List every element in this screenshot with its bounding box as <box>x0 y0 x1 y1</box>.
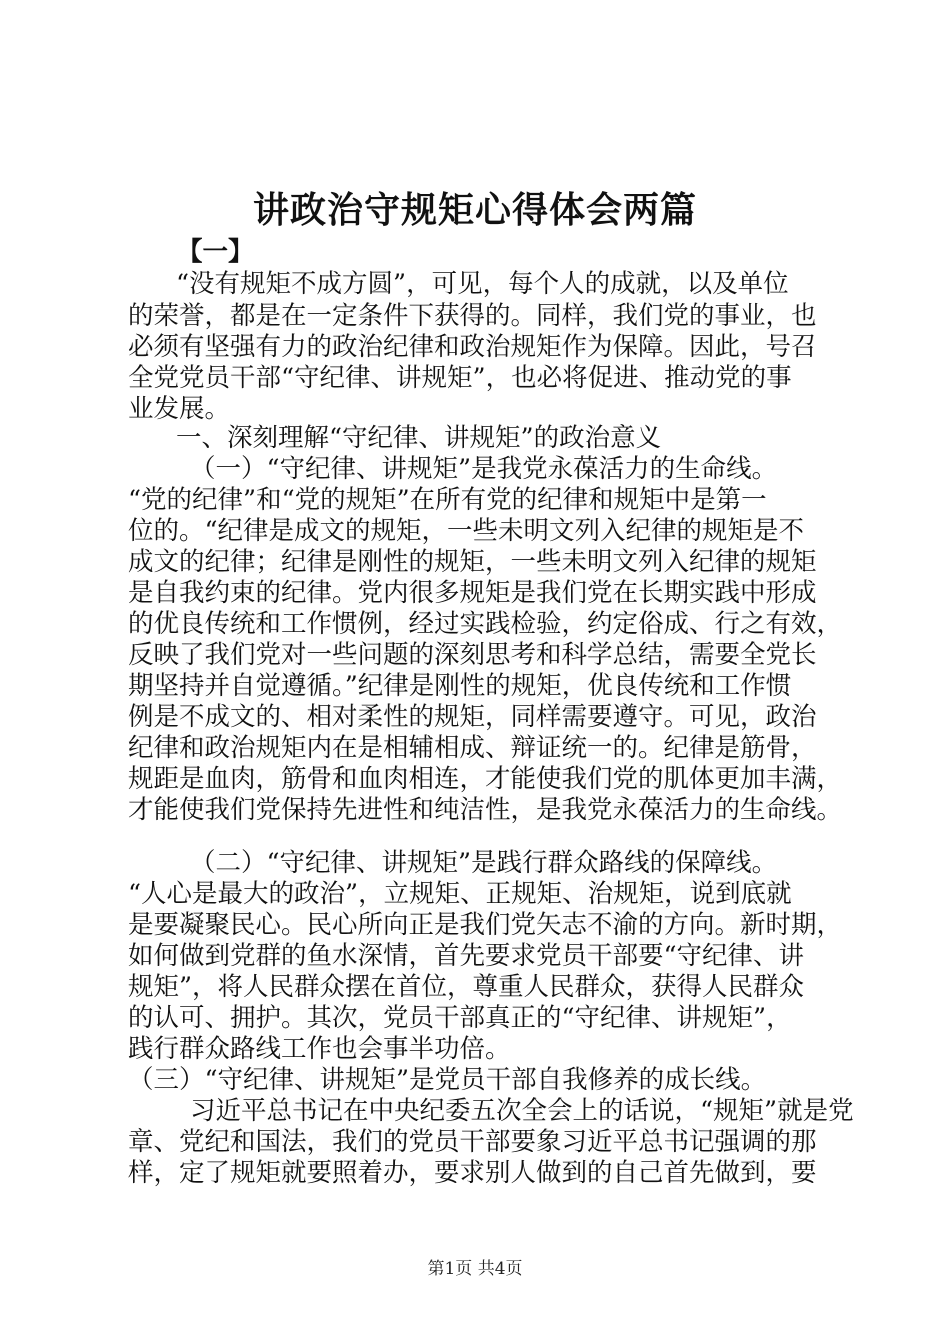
subsection-heading: 习近平总书记在中央纪委五次全会上的话说，“规矩”就是党 <box>190 1096 854 1126</box>
subsection-heading: （二）“守纪律、讲规矩”是践行群众路线的保障线。 <box>190 848 778 878</box>
text-line: 全党党员干部“守纪律、讲规矩”，也必将促进、推动党的事 <box>128 363 792 393</box>
text-line: 的认可、拥护。其次，党员干部真正的“守纪律、讲规矩”， <box>128 1003 792 1033</box>
section-marker: 【一】 <box>177 237 254 267</box>
text-line: 样，定了规矩就要照着办，要求别人做到的自己首先做到，要 <box>128 1158 817 1188</box>
page-number-footer: 第1页 共4页 <box>427 1259 523 1279</box>
text-line: “人心是最大的政治”，立规矩、正规矩、治规矩，说到底就 <box>128 879 792 909</box>
text-line: 业发展。 <box>128 394 231 424</box>
text-line: 期坚持并自觉遵循。”纪律是刚性的规矩，优良传统和工作惯 <box>128 671 792 701</box>
subsection-heading: （一）“守纪律、讲规矩”是我党永葆活力的生命线。 <box>190 454 778 484</box>
text-line: 如何做到党群的鱼水深情，首先要求党员干部要“守纪律、讲 <box>128 941 805 971</box>
section-heading: 一、深刻理解“守纪律、讲规矩”的政治意义 <box>176 423 662 453</box>
text-line: “党的纪律”和“党的规矩”在所有党的纪律和规矩中是第一 <box>128 485 767 515</box>
text-line: 是要凝聚民心。民心所向正是我们党矢志不渝的方向。新时期， <box>128 910 843 940</box>
text-line: 的荣誉，都是在一定条件下获得的。同样，我们党的事业，也 <box>128 301 817 331</box>
text-line: 成文的纪律；纪律是刚性的规矩，一些未明文列入纪律的规矩 <box>128 547 817 577</box>
document-title: 讲政治守规矩心得体会两篇 <box>252 189 697 231</box>
text-line: 是自我约束的纪律。党内很多规矩是我们党在长期实践中形成 <box>128 578 817 608</box>
text-line: 章、党纪和国法，我们的党员干部要象习近平总书记强调的那 <box>128 1127 817 1157</box>
text-line: 规矩”，将人民群众摆在首位，尊重人民群众，获得人民群众 <box>128 972 805 1002</box>
text-line: 的优良传统和工作惯例，经过实践检验，约定俗成、行之有效， <box>128 609 843 639</box>
text-line: 才能使我们党保持先进性和纯洁性，是我党永葆活力的生命线。 <box>128 795 843 825</box>
text-line: 践行群众路线工作也会事半功倍。 <box>128 1034 511 1064</box>
text-line: （三）“守纪律、讲规矩”是党员干部自我修养的成长线。 <box>128 1065 767 1095</box>
text-line: 规距是血肉，筋骨和血肉相连，才能使我们党的肌体更加丰满， <box>128 764 843 794</box>
text-line: 反映了我们党对一些问题的深刻思考和科学总结，需要全党长 <box>128 640 817 670</box>
text-line: 位的。“纪律是成文的规矩，一些未明文列入纪律的规矩是不 <box>128 516 805 546</box>
text-line: 例是不成文的、相对柔性的规矩，同样需要遵守。可见，政治 <box>128 702 817 732</box>
text-line: 必须有坚强有力的政治纪律和政治规矩作为保障。因此，号召 <box>128 332 817 362</box>
text-line: 纪律和政治规矩内在是相辅相成、辩证统一的。纪律是筋骨， <box>128 733 817 763</box>
text-line: “没有规矩不成方圆”，可见，每个人的成就，以及单位 <box>176 269 789 299</box>
